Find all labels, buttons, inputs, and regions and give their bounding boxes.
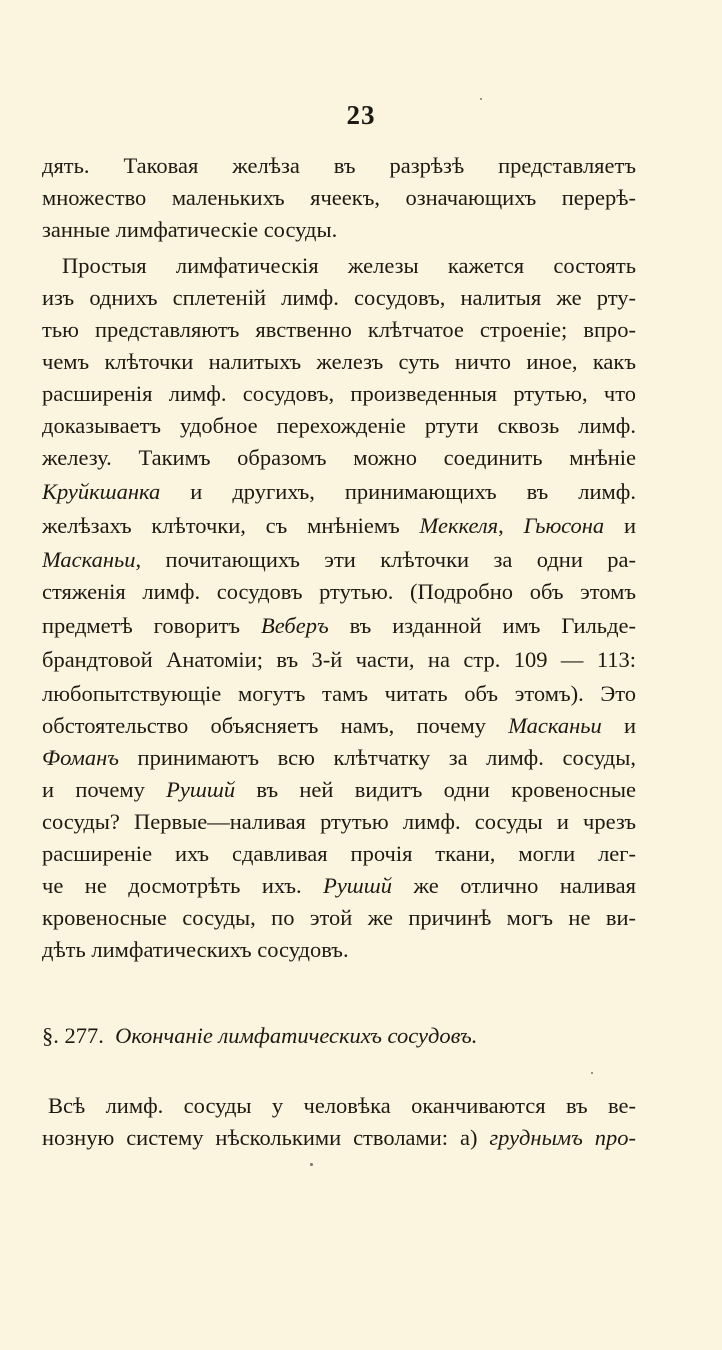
text-fragment: нозную систему нѣсколькими стволами: а)	[42, 1125, 490, 1150]
text-fragment: же отлично наливая	[392, 873, 636, 898]
author-name: Масканьи	[508, 713, 602, 738]
text-line: стяженiя лимф. сосудовъ ртутью. (Подробно объ этомъ	[42, 579, 636, 604]
text-fragment: въ ней видитъ одни кровеносные	[235, 777, 636, 802]
text-line: железу. Такимъ образомъ можно соединить мнѣнiе	[42, 445, 636, 470]
author-name: Рушшй	[323, 873, 393, 898]
text-line: Простыя лимфатическiя железы кажется состоять	[62, 253, 636, 278]
text-fragment: че не досмотрѣть ихъ.	[42, 873, 324, 898]
text-line: чемъ клѣточки налитыхъ железъ суть ничто иное, какъ	[42, 349, 636, 374]
text-line: сосуды? Первые—наливая ртутью лимф. сосуды и чрезъ	[42, 809, 636, 834]
text-line: расширенiя лимф. сосудовъ, произведенныя ртутью, что	[42, 381, 636, 406]
text-fragment: и другихъ, принимающихъ въ лимф.	[160, 479, 636, 504]
text-fragment: и	[601, 713, 636, 738]
text-line: доказываетъ удобное перехожденiе ртути сквозь лимф.	[42, 413, 636, 438]
text-line	[42, 774, 636, 806]
text-fragment: въ изданной имъ Гильде-	[328, 613, 636, 638]
ink-speck	[591, 1072, 593, 1074]
page-number: 23	[346, 100, 376, 130]
section-title: Окончанiе лимфатическихъ сосудовъ.	[115, 1023, 478, 1048]
text-line	[42, 742, 636, 774]
text-line: Всѣ лимф. сосуды у человѣка оканчиваются въ ве-	[48, 1093, 636, 1118]
author-name: Гьюсона	[523, 513, 605, 538]
text-line: дять. Таковая желѣза въ разрѣзѣ представляетъ	[42, 153, 636, 178]
text-fragment: принимаютъ всю клѣтчатку за лимф. сосуды,	[118, 745, 636, 770]
text-fragment: и	[604, 513, 636, 538]
text-line	[42, 544, 636, 576]
text-fragment: обстоятельство объясняетъ намъ, почему	[42, 713, 509, 738]
section-number: §. 277.	[42, 1023, 104, 1048]
author-name: Рушшй	[166, 777, 236, 802]
text-line: расширенiе ихъ сдавливая прочiя ткани, могли лег-	[42, 841, 636, 866]
text-line: любопытствующiе могутъ тамъ читать объ этомъ). Это	[42, 681, 636, 706]
ink-speck	[480, 98, 482, 100]
text-line: множество маленькихъ ячеекъ, означающихъ перерѣ-	[42, 185, 636, 210]
text-fragment: ,	[498, 513, 524, 538]
text-line: изъ однихъ сплетенiй лимф. сосудовъ, налитыя же рту-	[42, 285, 636, 310]
italic-phrase: груднымъ про-	[489, 1125, 636, 1150]
ink-speck	[310, 1163, 313, 1166]
text-line: дѣть лимфатическихъ сосудовъ.	[42, 937, 349, 962]
text-fragment: желѣзахъ клѣточки, съ мнѣнiемъ	[42, 513, 420, 538]
author-name: Круйкшанка	[42, 479, 161, 504]
author-name: Веберъ	[261, 613, 329, 638]
text-line: кровеносные сосуды, по этой же причинѣ могъ не ви-	[42, 905, 636, 930]
text-line	[42, 476, 636, 508]
text-line: занные лимфатическiе сосуды.	[42, 217, 338, 242]
text-line	[42, 710, 636, 742]
text-fragment: предметѣ говоритъ	[42, 613, 261, 638]
text-line	[42, 510, 636, 542]
section-heading	[42, 1020, 636, 1052]
text-line	[42, 610, 636, 642]
author-name: Масканьи	[42, 547, 136, 572]
text-line: брандтовой Анатомiи; въ 3-й части, на стр. 109 — 113:	[42, 647, 636, 672]
author-name: Фоманъ	[42, 745, 119, 770]
text-line	[42, 1122, 636, 1154]
author-name: Меккеля	[419, 513, 499, 538]
text-line: тью представляютъ явственно клѣтчатое строенiе; впро-	[42, 317, 636, 342]
text-fragment: и почему	[42, 777, 167, 802]
text-fragment: , почитающихъ эти клѣточки за одни ра-	[135, 547, 636, 572]
text-line	[42, 870, 636, 902]
